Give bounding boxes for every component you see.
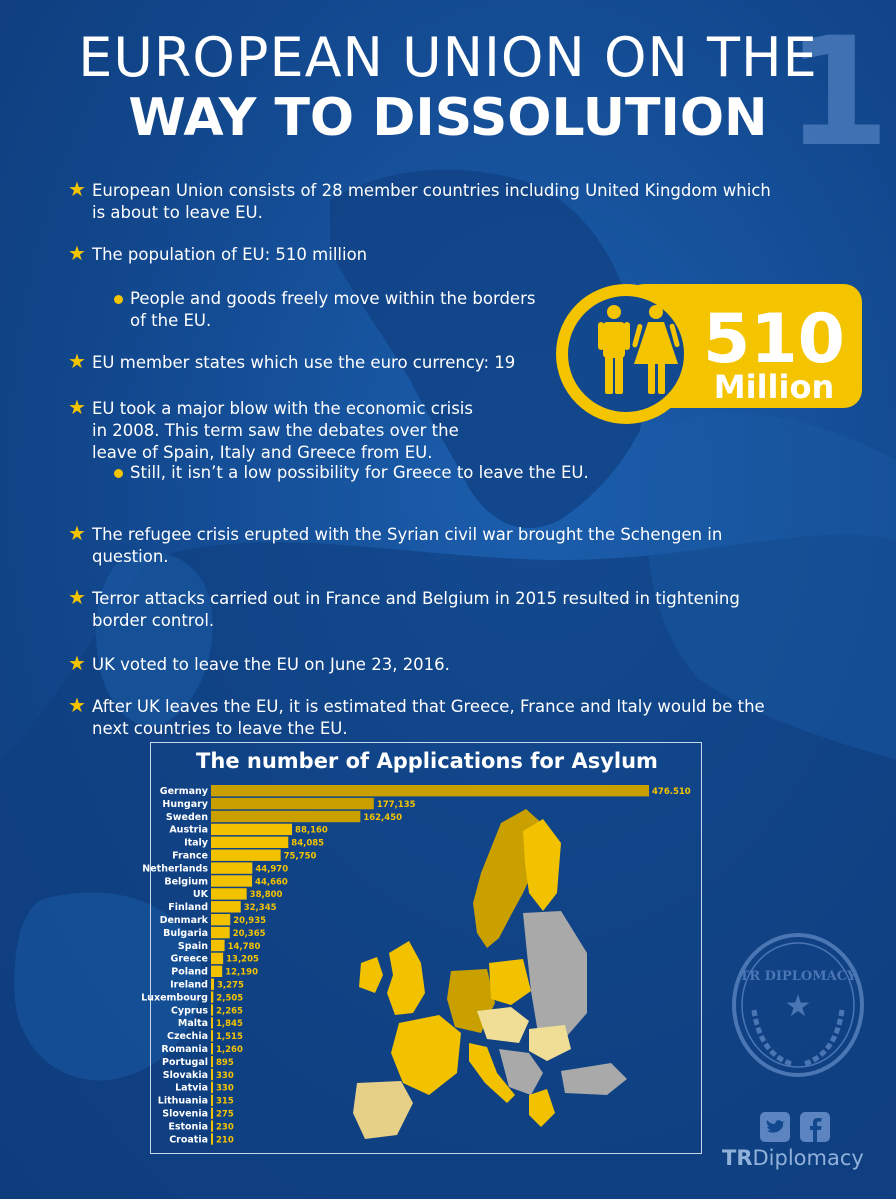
category-label: Denmark (159, 915, 208, 926)
value-label: 1,260 (216, 1045, 243, 1055)
dot-icon (114, 469, 123, 478)
value-label: 315 (216, 1096, 234, 1107)
category-label: Hungary (162, 798, 208, 810)
bar (211, 901, 241, 912)
category-label: Belgium (164, 876, 208, 888)
value-label: 2,505 (216, 993, 244, 1004)
value-label: 162,450 (363, 812, 403, 823)
bar (211, 1017, 213, 1028)
bar (211, 1056, 213, 1067)
bullet-line: The population of EU: 510 million (92, 245, 368, 264)
category-label: Slovakia (162, 1069, 208, 1081)
value-label: 38,800 (249, 890, 283, 901)
star-icon: ★ (68, 349, 86, 373)
value-label: 12,190 (225, 967, 259, 978)
issue-number: 1 (785, 6, 890, 180)
bar (211, 1069, 213, 1080)
bar (211, 991, 213, 1002)
bullet-line: UK voted to leave the EU on June 23, 2016. (92, 655, 450, 674)
bar (211, 940, 225, 951)
chart-title: The number of Applications for Asylum (196, 749, 658, 773)
map-turkey (561, 1063, 627, 1095)
value-label: 20,935 (233, 916, 267, 926)
category-label: Sweden (165, 811, 208, 823)
brand-name-rest: Diplomacy (752, 1146, 864, 1170)
tr-diplomacy-seal (728, 930, 868, 1080)
bar (211, 888, 247, 899)
bullet-uk-vote (68, 651, 568, 678)
star-icon: ★ (68, 395, 86, 419)
social-links (760, 1112, 832, 1146)
bar (211, 862, 252, 873)
star-icon: ★ (68, 651, 86, 675)
value-label: 210 (216, 1135, 234, 1146)
value-label: 1,515 (216, 1032, 243, 1043)
category-label: Lithuania (157, 1095, 208, 1107)
europe-map-illustration (353, 809, 627, 1139)
bullet-terror-attacks (68, 585, 788, 634)
category-label: Netherlands (142, 863, 208, 875)
bullet-line: leave of Spain, Italy and Greece from EU. (92, 443, 433, 462)
badge-unit: Million (713, 368, 835, 406)
bar (211, 953, 223, 964)
bullet-population (68, 241, 788, 268)
bar (211, 1120, 213, 1131)
page-title-line1: EUROPEAN UNION ON THE (78, 26, 818, 89)
star-icon: ★ (68, 241, 86, 265)
bar (211, 1133, 213, 1144)
category-label: Bulgaria (163, 927, 208, 939)
bullet-line: next countries to leave the EU. (92, 719, 348, 738)
map-greece (529, 1089, 555, 1127)
bar (211, 875, 252, 886)
value-label: 230 (216, 1122, 234, 1133)
map-britain (387, 941, 425, 1015)
star-icon: ★ (68, 521, 86, 545)
map-romania (529, 1025, 571, 1061)
bar (211, 785, 649, 796)
bar (211, 798, 374, 809)
category-label: Latvia (175, 1082, 208, 1094)
bullet-member-countries (68, 177, 788, 226)
bullet-euro (68, 349, 548, 376)
bullet-line: of the EU. (130, 311, 212, 330)
value-label: 895 (216, 1057, 234, 1068)
value-label: 84,085 (291, 838, 325, 849)
value-label: 44,970 (255, 864, 289, 875)
category-label: Germany (159, 786, 208, 797)
badge-number: 510 (703, 300, 845, 379)
value-label: 330 (216, 1070, 234, 1081)
population-badge (556, 284, 862, 424)
bullet-line: in 2008. This term saw the debates over the (92, 421, 459, 440)
seal-star-icon: ★ (784, 989, 812, 1024)
bar (211, 914, 230, 925)
page-title-line2: WAY TO DISSOLUTION (128, 88, 768, 148)
bar (211, 966, 222, 977)
value-label: 275 (216, 1109, 234, 1120)
value-label: 44,660 (255, 877, 288, 888)
bar (211, 837, 288, 848)
map-iberia (353, 1081, 413, 1139)
bullet-line: European Union consists of 28 member countries including United Kingdom which (92, 181, 771, 200)
category-label: Luxembourg (141, 992, 208, 1004)
bar (211, 1108, 213, 1119)
value-label: 14,780 (227, 941, 261, 952)
bar (211, 824, 292, 835)
bullet-economic-crisis (68, 395, 528, 466)
bar (211, 1030, 213, 1041)
category-label: UK (192, 889, 208, 901)
facebook-icon[interactable] (800, 1112, 830, 1142)
category-label: Ireland (170, 979, 208, 991)
category-label: Croatia (169, 1134, 208, 1146)
category-label: Cyprus (170, 1005, 208, 1017)
value-label: 177,135 (376, 799, 416, 810)
bullet-next-countries (68, 693, 788, 742)
seal-text: TR DIPLOMACY (739, 969, 857, 984)
category-label: France (172, 850, 208, 862)
value-label: 13,205 (226, 954, 259, 965)
category-label: Spain (177, 940, 208, 952)
value-label: 20,365 (232, 928, 266, 939)
bar (211, 1043, 213, 1054)
bar (211, 1082, 213, 1093)
map-east (523, 911, 587, 1043)
bar (211, 1095, 213, 1106)
value-label: 32,345 (243, 903, 277, 914)
category-label: Portugal (162, 1056, 208, 1068)
star-icon: ★ (68, 693, 86, 717)
star-icon: ★ (68, 585, 86, 609)
value-label: 330 (216, 1083, 234, 1094)
bar (211, 811, 360, 822)
category-label: Finland (168, 902, 208, 914)
bar (211, 850, 281, 861)
category-label: Slovenia (162, 1108, 208, 1120)
value-label: 75,750 (283, 851, 317, 862)
value-label: 1,845 (216, 1019, 243, 1030)
map-central (477, 1007, 529, 1043)
star-icon: ★ (68, 177, 86, 201)
bullet-line: Still, it isn’t a low possibility for Greece to leave the EU. (130, 463, 589, 482)
asylum-chart (141, 742, 702, 1154)
value-label: 88,160 (295, 825, 328, 836)
category-label: Austria (169, 824, 208, 836)
bullet-line: question. (92, 547, 169, 566)
map-finland (523, 819, 561, 911)
brand-name (722, 1146, 864, 1170)
bullet-line: People and goods freely move within the borders (130, 289, 536, 308)
bullet-line: After UK leaves the EU, it is estimated that Greece, France and Italy would be the (92, 697, 765, 716)
category-label: Czechia (166, 1031, 208, 1043)
bar (211, 927, 230, 938)
brand-name-bold: TR (722, 1146, 753, 1170)
bar (211, 979, 214, 990)
asylum-chart-svg (141, 743, 703, 1153)
dot-icon (114, 295, 123, 304)
bullet-refugee-crisis (68, 521, 788, 570)
twitter-icon[interactable] (760, 1112, 790, 1142)
category-label: Greece (170, 953, 208, 965)
category-label: Poland (171, 966, 208, 978)
category-label: Romania (161, 1044, 208, 1055)
category-label: Malta (177, 1018, 208, 1030)
category-label: Estonia (168, 1121, 208, 1133)
category-label: Italy (184, 837, 208, 849)
value-label: 476.510 (652, 787, 691, 797)
bullet-greece (114, 462, 674, 508)
value-label: 2,265 (216, 1006, 243, 1017)
bullet-line: The refugee crisis erupted with the Syrian civil war brought the Schengen in (92, 525, 723, 544)
bullet-line: Terror attacks carried out in France and Belgium in 2015 resulted in tightening (92, 589, 740, 608)
map-ireland (359, 957, 383, 993)
bar (211, 1004, 213, 1015)
value-label: 3,275 (217, 980, 244, 991)
bullet-line: is about to leave EU. (92, 203, 263, 222)
bullet-free-movement (114, 288, 554, 334)
bullet-line: border control. (92, 611, 215, 630)
bullet-line: EU member states which use the euro currency: 19 (92, 353, 516, 372)
map-poland (489, 959, 531, 1005)
bullet-line: EU took a major blow with the economic crisis (92, 399, 473, 418)
